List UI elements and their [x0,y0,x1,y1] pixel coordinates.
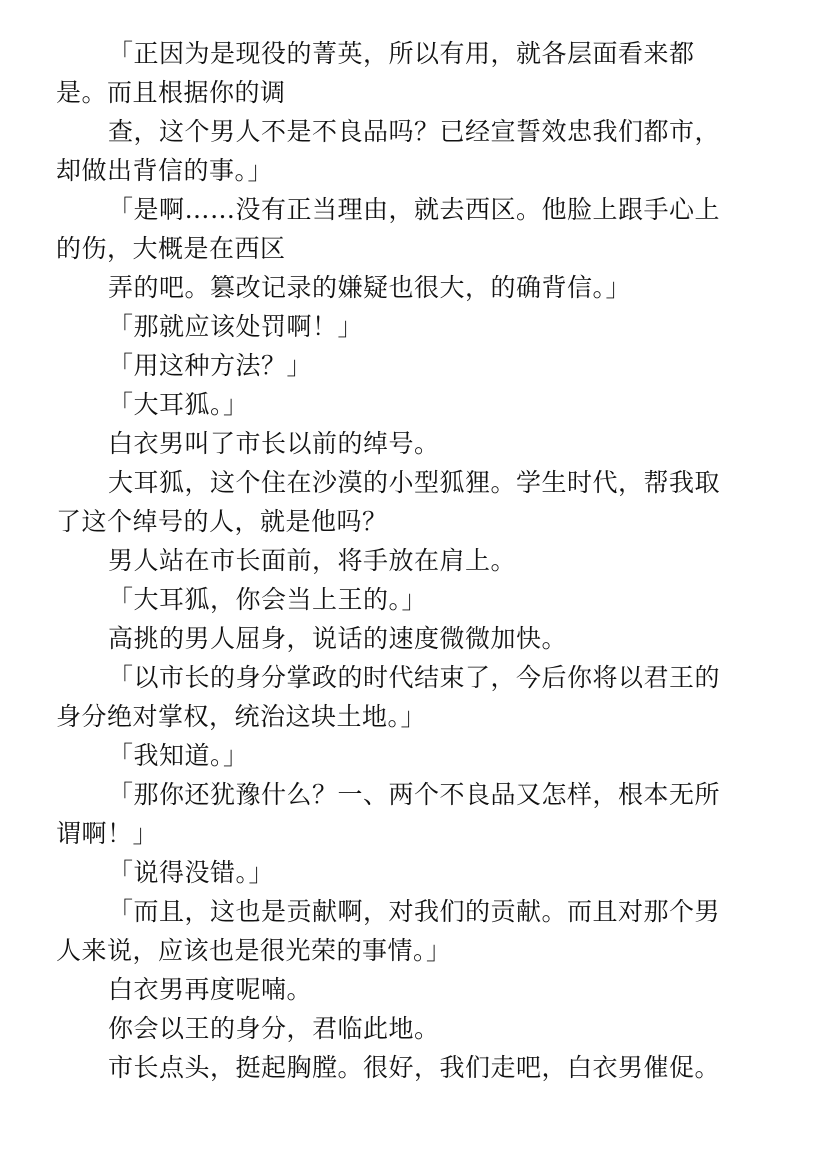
text-line: 「以市长的身分掌政的时代结束了，今后你将以君王的 [108,663,721,692]
text-line: 「那你还犹豫什么？一、两个不良品又怎样，根本无所 [108,780,721,809]
text-line: 的伤，大概是在西区 [56,234,286,263]
text-line: 「大耳狐。」 [108,390,249,419]
page-body [56,34,756,1087]
text-line: 白衣男叫了市长以前的绰号。 [108,429,440,458]
text-line: 市长点头，挺起胸膛。很好，我们走吧，白衣男催促。 [108,1053,721,1082]
text-line: 「正因为是现役的菁英，所以有用，就各层面看来都 [108,39,695,68]
text-line: 是。而且根据你的调 [56,78,286,107]
text-line: 查，这个男人不是不良品吗？已经宣誓效忠我们都市， [108,117,721,146]
text-line: 了这个绰号的人，就是他吗？ [56,507,388,536]
text-line: 「而且，这也是贡献啊，对我们的贡献。而且对那个男 [108,897,721,926]
text-line: 「我知道。」 [108,741,249,770]
text-line: 大耳狐，这个住在沙漠的小型狐狸。学生时代，帮我取 [108,468,721,497]
text-line: 白衣男再度呢喃。 [108,975,313,1004]
text-line: 「用这种方法？」 [108,351,313,380]
text-line: 弄的吧。篡改记录的嫌疑也很大，的确背信。」 [108,273,632,302]
text-line: 身分绝对掌权，统治这块土地。」 [56,702,427,731]
text-line: 「说得没错。」 [108,858,275,887]
text-line: 男人站在市长面前，将手放在肩上。 [108,546,517,575]
text-line: 高挑的男人屈身，说话的速度微微加快。 [108,624,568,653]
text-line: 人来说，应该也是很光荣的事情。」 [56,936,452,965]
text-line: 「是啊……没有正当理由，就去西区。他脸上跟手心上 [108,195,721,224]
text-line: 「那就应该处罚啊！」 [108,312,364,341]
text-line: 谓啊！」 [56,819,159,848]
text-line: 「大耳狐，你会当上王的。」 [108,585,428,614]
text-line: 却做出背信的事。」 [56,156,274,185]
text-line: 你会以王的身分，君临此地。 [108,1014,440,1043]
